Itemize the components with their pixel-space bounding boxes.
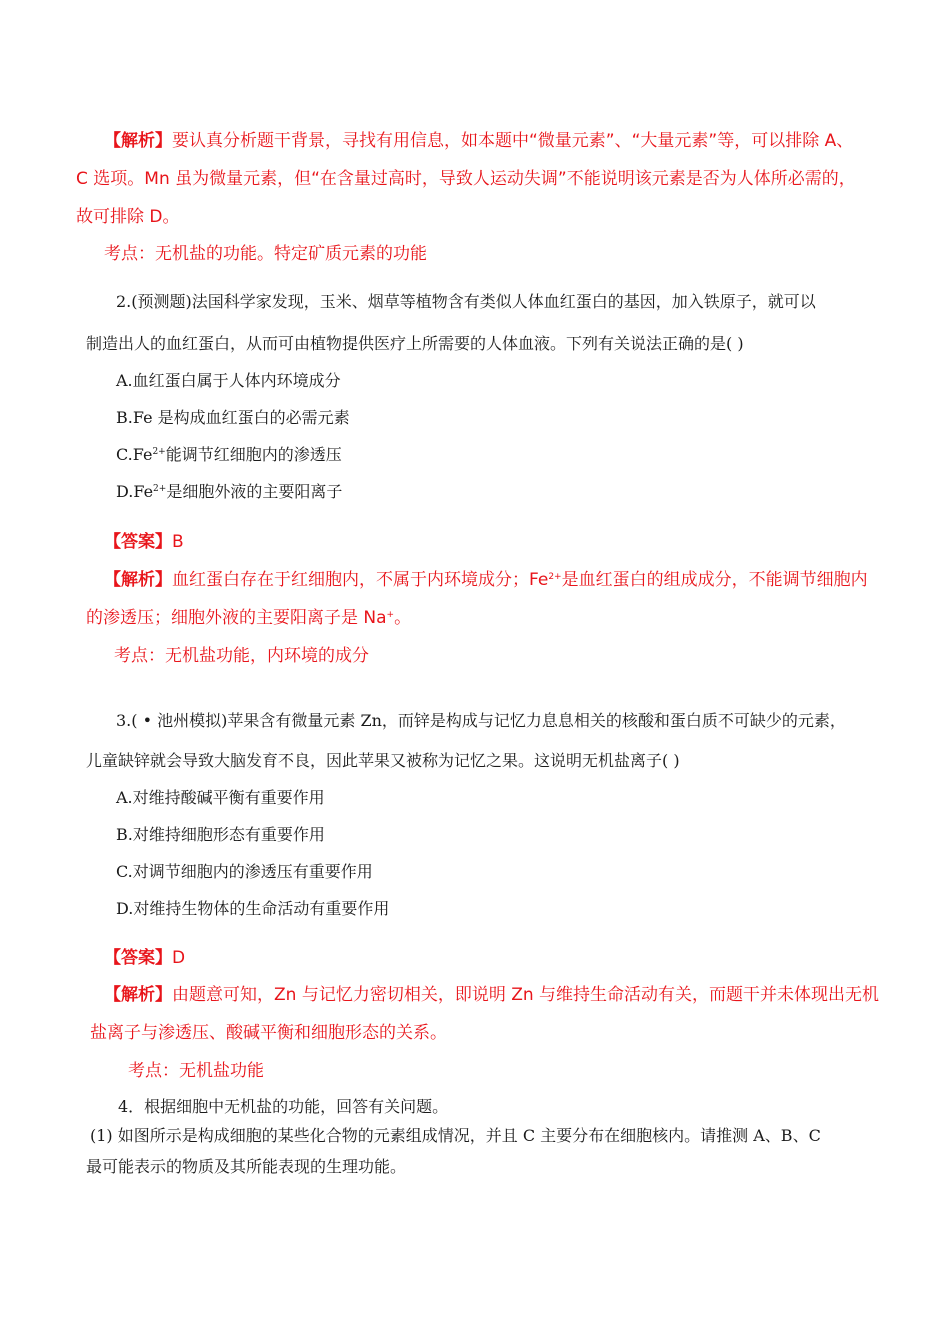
option-d-text: 是细胞外液的主要阳离子	[166, 482, 343, 501]
q2-kaodian: 考点：无机盐功能，内环境的成分	[114, 646, 369, 666]
q1-kaodian: 考点：无机盐的功能。特定矿质元素的功能	[104, 244, 427, 264]
analysis-text: 由题意可知，Zn 与记忆力密切相关，即说明 Zn 与维持生命活动有关，而题干并未体现出无机	[172, 985, 880, 1005]
option-d-prefix: D.Fe	[116, 482, 154, 501]
analysis-text: 要认真分析题干背景，寻找有用信息，如本题中“微量元素”、“大量元素”等，可以排除 A、	[172, 131, 854, 151]
analysis-charge: +	[386, 610, 395, 620]
analysis-text-post: 。	[394, 608, 412, 628]
q2-answer	[104, 532, 184, 552]
option-c-prefix: C.Fe	[116, 445, 153, 464]
q1-analysis-line-3: 故可排除 D。	[76, 207, 180, 227]
answer-value: B	[172, 532, 184, 552]
q3-analysis-line-2: 盐离子与渗透压、酸碱平衡和细胞形态的关系。	[90, 1023, 447, 1043]
q2-stem-line-2: 制造出人的血红蛋白，从而可由植物提供医疗上所需要的人体血液。下列有关说法正确的是( )	[86, 334, 744, 353]
q2-option-d	[116, 482, 342, 502]
option-c-text: 能调节红细胞内的渗透压	[165, 445, 342, 464]
analysis-text-post: 是血红蛋白的组成成分，不能调节细胞内	[561, 570, 868, 590]
q4-sub1-line-2: 最可能表示的物质及其所能表现的生理功能。	[86, 1157, 407, 1176]
option-d-charge: 2+	[153, 484, 167, 494]
q4-sub1-line-1: (1) 如图所示是构成细胞的某些化合物的元素组成情况，并且 C 主要分布在细胞核内。请推测 A、B、C	[90, 1126, 821, 1145]
analysis-tag: 【解析】	[104, 570, 172, 590]
q3-option-c: C.对调节细胞内的渗透压有重要作用	[116, 862, 373, 881]
option-c-charge: 2+	[152, 447, 166, 457]
q3-option-d: D.对维持生物体的生命活动有重要作用	[116, 899, 390, 918]
q3-stem-line-2: 儿童缺锌就会导致大脑发育不良，因此苹果又被称为记忆之果。这说明无机盐离子( )	[86, 751, 680, 770]
q3-kaodian: 考点：无机盐功能	[128, 1061, 264, 1081]
q3-option-b: B.对维持细胞形态有重要作用	[116, 825, 325, 844]
q2-stem-line-1: 2.(预测题)法国科学家发现，玉米、烟草等植物含有类似人体血红蛋白的基因，加入铁原子，就可以	[116, 292, 816, 311]
q1-analysis-line-1	[104, 131, 853, 151]
analysis-tag: 【解析】	[104, 985, 172, 1005]
q4-stem: 4．根据细胞中无机盐的功能，回答有关问题。	[118, 1097, 449, 1116]
analysis-text-pre: 的渗透压；细胞外液的主要阳离子是 Na	[86, 608, 387, 628]
q3-option-a: A.对维持酸碱平衡有重要作用	[116, 788, 325, 807]
answer-tag: 【答案】	[104, 948, 172, 968]
answer-tag: 【答案】	[104, 532, 172, 552]
analysis-charge: 2+	[548, 572, 562, 582]
q2-option-b: B.Fe 是构成血红蛋白的必需元素	[116, 408, 350, 427]
q3-stem-line-1: 3.( • 池州模拟)苹果含有微量元素 Zn，而锌是构成与记忆力息息相关的核酸和蛋白质不可缺少的元素，	[116, 711, 846, 730]
analysis-text-pre: 血红蛋白存在于红细胞内，不属于内环境成分；Fe	[172, 570, 549, 590]
q1-analysis-line-2: C 选项。Mn 虽为微量元素，但“在含量过高时，导致人运动失调”不能说明该元素是否为人体所必需的，	[76, 169, 856, 189]
q2-analysis-line-1	[104, 570, 868, 590]
q2-option-a: A.血红蛋白属于人体内环境成分	[116, 371, 341, 390]
answer-value: D	[172, 948, 186, 968]
q3-answer	[104, 948, 185, 968]
q2-analysis-line-2	[86, 608, 411, 628]
q2-option-c	[116, 445, 342, 465]
analysis-tag: 【解析】	[104, 131, 172, 151]
q3-analysis-line-1	[104, 985, 879, 1005]
